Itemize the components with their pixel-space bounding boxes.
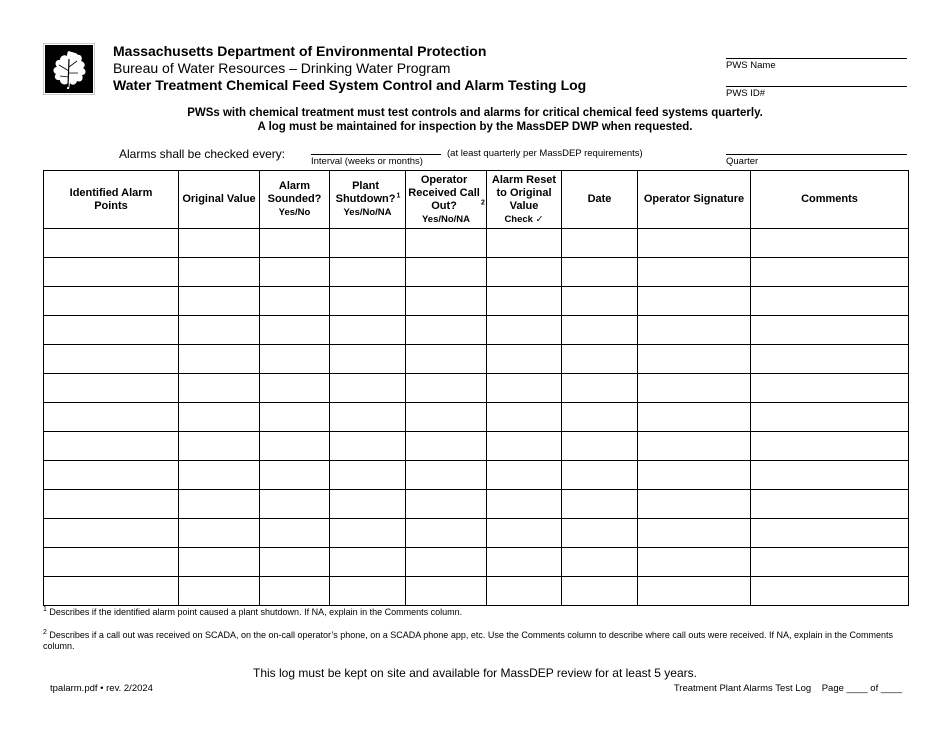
log-entries (44, 229, 909, 606)
table-cell[interactable] (487, 403, 562, 432)
requirement-notice (0, 106, 950, 134)
table-cell[interactable] (330, 258, 406, 287)
table-row (44, 374, 909, 403)
table-cell[interactable] (562, 490, 638, 519)
table-cell[interactable] (406, 403, 487, 432)
table-cell[interactable] (406, 374, 487, 403)
table-cell[interactable] (179, 403, 260, 432)
table-cell[interactable] (330, 432, 406, 461)
form-title: Water Treatment Chemical Feed System Control and Alarm Testing Log (113, 77, 587, 93)
table-cell[interactable] (44, 374, 179, 403)
bureau-name: Bureau of Water Resources – Drinking Water Program (113, 60, 451, 76)
footnote-1: $^1$ Describes if the identified alarm point caused a plant shutdown. If NA, explain in the Comments column. (43, 606, 463, 617)
table-cell[interactable] (638, 316, 751, 345)
pws-id-label: PWS ID# (726, 88, 766, 99)
footnote-2: $^2$ Describes if a call out was received on SCADA, on the on-call operator’s phone, on a SCADA phone app, etc. Use the Comments column to describe where call outs were received. If NA, explain in the Comments column. (43, 629, 894, 651)
table-cell[interactable] (406, 258, 487, 287)
table-cell[interactable] (260, 287, 330, 316)
table-cell[interactable] (260, 229, 330, 258)
table-cell[interactable] (44, 229, 179, 258)
retention-statement: This log must be kept on site and available for MassDEP review for at least 5 years. (253, 666, 697, 680)
table-cell[interactable] (562, 287, 638, 316)
table-cell[interactable] (487, 374, 562, 403)
col-original-value: Original Value (179, 171, 260, 229)
table-cell[interactable] (638, 403, 751, 432)
table-cell[interactable] (44, 287, 179, 316)
table-cell[interactable] (562, 374, 638, 403)
table-cell[interactable] (562, 548, 638, 577)
table-cell[interactable] (562, 229, 638, 258)
table-cell[interactable] (179, 490, 260, 519)
table-cell[interactable] (260, 374, 330, 403)
pws-id-field[interactable] (726, 86, 907, 99)
table-cell[interactable] (487, 461, 562, 490)
table-cell[interactable] (179, 345, 260, 374)
table-row (44, 577, 909, 606)
table-cell[interactable] (44, 345, 179, 374)
table-cell[interactable] (487, 432, 562, 461)
table-cell[interactable] (44, 258, 179, 287)
table-cell[interactable] (260, 461, 330, 490)
table-cell[interactable] (44, 403, 179, 432)
interval-requirement-note: (at least quarterly per MassDEP requirements) (447, 148, 643, 159)
table-cell[interactable] (751, 287, 909, 316)
table-row (44, 229, 909, 258)
table-cell[interactable] (330, 490, 406, 519)
table-cell[interactable] (487, 519, 562, 548)
table-cell[interactable] (487, 548, 562, 577)
table-row (44, 461, 909, 490)
table-cell[interactable] (330, 374, 406, 403)
table-cell[interactable] (638, 519, 751, 548)
table-cell[interactable] (638, 548, 751, 577)
table-cell[interactable] (406, 548, 487, 577)
table-cell[interactable] (179, 287, 260, 316)
table-cell[interactable] (330, 345, 406, 374)
form-revision: tpalarm.pdf • rev. 2/2024 (50, 683, 153, 694)
table-cell[interactable] (751, 316, 909, 345)
table-cell[interactable] (44, 577, 179, 606)
table-cell[interactable] (179, 229, 260, 258)
table-row (44, 548, 909, 577)
col-alarm-reset: Alarm Reset to Original Value Check ✓ (487, 171, 562, 229)
table-cell[interactable] (751, 258, 909, 287)
massdep-oak-leaf-logo (43, 43, 95, 95)
table-row (44, 258, 909, 287)
table-cell[interactable] (638, 432, 751, 461)
col-operator-signature: Operator Signature (638, 171, 751, 229)
table-cell[interactable] (44, 316, 179, 345)
table-cell[interactable] (751, 519, 909, 548)
table-cell[interactable] (487, 577, 562, 606)
table-cell[interactable] (406, 229, 487, 258)
table-row (44, 403, 909, 432)
check-interval-label: Alarms shall be checked every: (119, 147, 286, 161)
table-cell[interactable] (179, 461, 260, 490)
table-cell[interactable] (751, 229, 909, 258)
table-cell[interactable] (406, 432, 487, 461)
table-cell[interactable] (487, 229, 562, 258)
table-header-row (44, 171, 909, 229)
notice-line-1: PWSs with chemical treatment must test controls and alarms for critical chemical feed systems quarterly. (187, 107, 763, 119)
table-cell[interactable] (406, 461, 487, 490)
table-cell[interactable] (44, 490, 179, 519)
table-cell[interactable] (562, 519, 638, 548)
table-cell[interactable] (562, 432, 638, 461)
table-row (44, 287, 909, 316)
table-cell[interactable] (44, 432, 179, 461)
table-row (44, 519, 909, 548)
agency-name: Massachusetts Department of Environmental Protection (113, 43, 487, 59)
table-cell[interactable] (406, 287, 487, 316)
table-cell[interactable] (406, 577, 487, 606)
table-cell[interactable] (179, 432, 260, 461)
table-cell[interactable] (179, 548, 260, 577)
table-cell[interactable] (260, 548, 330, 577)
table-cell[interactable] (330, 519, 406, 548)
table-cell[interactable] (330, 577, 406, 606)
table-cell[interactable] (406, 519, 487, 548)
table-cell[interactable] (751, 577, 909, 606)
table-cell[interactable] (751, 461, 909, 490)
table-cell[interactable] (179, 316, 260, 345)
table-cell[interactable] (751, 403, 909, 432)
col-date: Date (562, 171, 638, 229)
table-cell[interactable] (260, 403, 330, 432)
notice-line-2: A log must be maintained for inspection by the MassDEP DWP when requested. (257, 121, 693, 133)
table-cell[interactable] (260, 345, 330, 374)
table-cell[interactable] (406, 490, 487, 519)
pws-name-label: PWS Name (726, 60, 776, 71)
table-cell[interactable] (638, 374, 751, 403)
page-footer: Treatment Plant Alarms Test Log Page ____ of ____ (673, 683, 902, 694)
table-cell[interactable] (638, 345, 751, 374)
table-cell[interactable] (638, 258, 751, 287)
interval-field[interactable] (311, 154, 441, 167)
table-cell[interactable] (44, 548, 179, 577)
col-operator-call-out: Operator Received Call Out? $^2$ Yes/No/NA (406, 171, 487, 229)
pws-name-field[interactable] (726, 58, 907, 71)
table-cell[interactable] (330, 316, 406, 345)
table-cell[interactable] (179, 374, 260, 403)
table-cell[interactable] (562, 345, 638, 374)
table-cell[interactable] (330, 229, 406, 258)
table-cell[interactable] (330, 461, 406, 490)
alarm-log-table (43, 170, 909, 606)
table-cell[interactable] (44, 519, 179, 548)
table-cell[interactable] (638, 287, 751, 316)
table-row (44, 316, 909, 345)
table-cell[interactable] (487, 258, 562, 287)
table-cell[interactable] (751, 548, 909, 577)
table-cell[interactable] (751, 490, 909, 519)
table-cell[interactable] (751, 432, 909, 461)
table-cell[interactable] (562, 461, 638, 490)
quarter-field[interactable] (726, 154, 907, 167)
table-row (44, 345, 909, 374)
table-cell[interactable] (330, 548, 406, 577)
table-cell[interactable] (179, 258, 260, 287)
table-cell[interactable] (260, 316, 330, 345)
table-cell[interactable] (260, 577, 330, 606)
col-identified-alarm-points: Identified Alarm Points (44, 171, 179, 229)
table-row (44, 432, 909, 461)
table-cell[interactable] (487, 345, 562, 374)
table-cell[interactable] (562, 316, 638, 345)
table-cell[interactable] (562, 258, 638, 287)
form-header (113, 43, 586, 94)
table-cell[interactable] (562, 577, 638, 606)
table-cell[interactable] (179, 577, 260, 606)
table-cell[interactable] (179, 519, 260, 548)
table-cell[interactable] (260, 519, 330, 548)
table-cell[interactable] (260, 258, 330, 287)
table-cell[interactable] (406, 345, 487, 374)
table-cell[interactable] (44, 461, 179, 490)
quarter-caption: Quarter (726, 156, 759, 167)
table-cell[interactable] (562, 403, 638, 432)
table-cell[interactable] (751, 345, 909, 374)
table-cell[interactable] (638, 490, 751, 519)
table-cell[interactable] (638, 577, 751, 606)
col-comments: Comments (751, 171, 909, 229)
table-cell[interactable] (751, 374, 909, 403)
table-cell[interactable] (487, 490, 562, 519)
table-cell[interactable] (330, 403, 406, 432)
table-cell[interactable] (406, 316, 487, 345)
table-row (44, 490, 909, 519)
table-cell[interactable] (638, 229, 751, 258)
table-cell[interactable] (487, 316, 562, 345)
interval-caption: Interval (weeks or months) (311, 156, 423, 167)
col-plant-shutdown: Plant Shutdown?$^1$ Yes/No/NA (330, 171, 406, 229)
table-cell[interactable] (487, 287, 562, 316)
col-alarm-sounded: Alarm Sounded? Yes/No (260, 171, 330, 229)
table-cell[interactable] (638, 461, 751, 490)
table-cell[interactable] (260, 490, 330, 519)
table-cell[interactable] (260, 432, 330, 461)
table-cell[interactable] (330, 287, 406, 316)
